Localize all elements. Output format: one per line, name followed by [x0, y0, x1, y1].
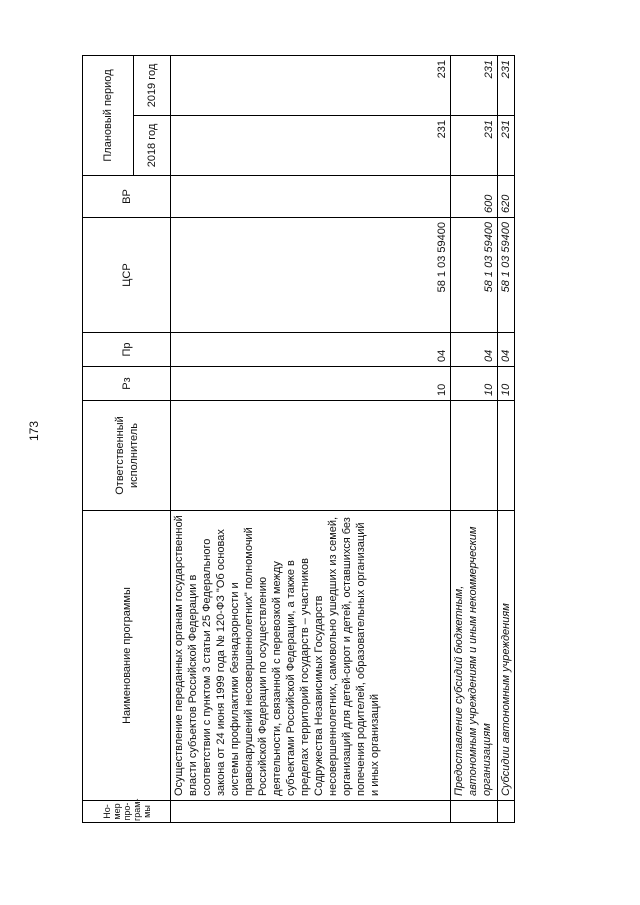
- cell-number: [171, 801, 451, 823]
- cell-number: [498, 801, 515, 823]
- rotated-table-wrapper: [82, 56, 529, 823]
- cell-program-name: Осуществление переданных органам государственной власти субъектов Российской Федерации в соответствии с пунктом 3 статьи 25 Федерального закона от 24 июня 1999 года № 120-ФЗ "Об основах системы профилактики безнадзорности и правонарушений несовершеннолетних" полномочий Российской Федерации по осуществлению деятельности, связанной с перевозкой между субъектами Российской Федерации, а также в пределах территорий государств – участников Содружества Независимых Государств несовершеннолетних, самовольно ушедших из семей, организаций для детей-сирот и детей, оставшихся без попечения родителей, образовательных организаций и иных организаций: [171, 511, 451, 801]
- header-program-name: Наименование программы: [83, 511, 171, 801]
- header-year-2019: 2019 год: [134, 56, 171, 116]
- table-row: [498, 56, 515, 823]
- cell-pr: 04: [171, 333, 451, 367]
- cell-csr: 58 1 03 59400: [498, 218, 515, 333]
- header-csr: ЦСР: [83, 218, 171, 333]
- cell-executor: [171, 401, 451, 511]
- cell-2018: 231: [498, 116, 515, 176]
- cell-rz: 10: [498, 367, 515, 401]
- cell-2019: 231: [451, 56, 498, 116]
- table-row: [171, 56, 451, 823]
- cell-2019: 231: [171, 56, 451, 116]
- budget-table: [82, 55, 515, 823]
- cell-pr: 04: [451, 333, 498, 367]
- cell-number: [451, 801, 498, 823]
- cell-executor: [451, 401, 498, 511]
- table-row: [451, 56, 498, 823]
- cell-executor: [498, 401, 515, 511]
- header-executor: Ответственный исполнитель: [83, 401, 171, 511]
- cell-rz: 10: [451, 367, 498, 401]
- page-number: 173: [27, 420, 41, 441]
- header-planning-period: Плановый период: [83, 56, 134, 176]
- header-number: Но-мер про-грам-мы: [83, 801, 171, 823]
- cell-2018: 231: [171, 116, 451, 176]
- cell-rz: 10: [171, 367, 451, 401]
- header-rz: Рз: [83, 367, 171, 401]
- header-vr: ВР: [83, 176, 171, 218]
- header-pr: Пр: [83, 333, 171, 367]
- cell-pr: 04: [498, 333, 515, 367]
- cell-2019: 231: [498, 56, 515, 116]
- cell-program-name: Субсидии автономным учреждениям: [498, 511, 515, 801]
- cell-2018: 231: [451, 116, 498, 176]
- cell-vr: [171, 176, 451, 218]
- cell-program-name: Предоставление субсидий бюджетным, автономным учреждениям и иным некоммерческим организациям: [451, 511, 498, 801]
- cell-vr: 620: [498, 176, 515, 218]
- cell-csr: 58 1 03 59400: [171, 218, 451, 333]
- header-year-2018: 2018 год: [134, 116, 171, 176]
- cell-vr: 600: [451, 176, 498, 218]
- cell-csr: 58 1 03 59400: [451, 218, 498, 333]
- header-row-1: [83, 56, 134, 823]
